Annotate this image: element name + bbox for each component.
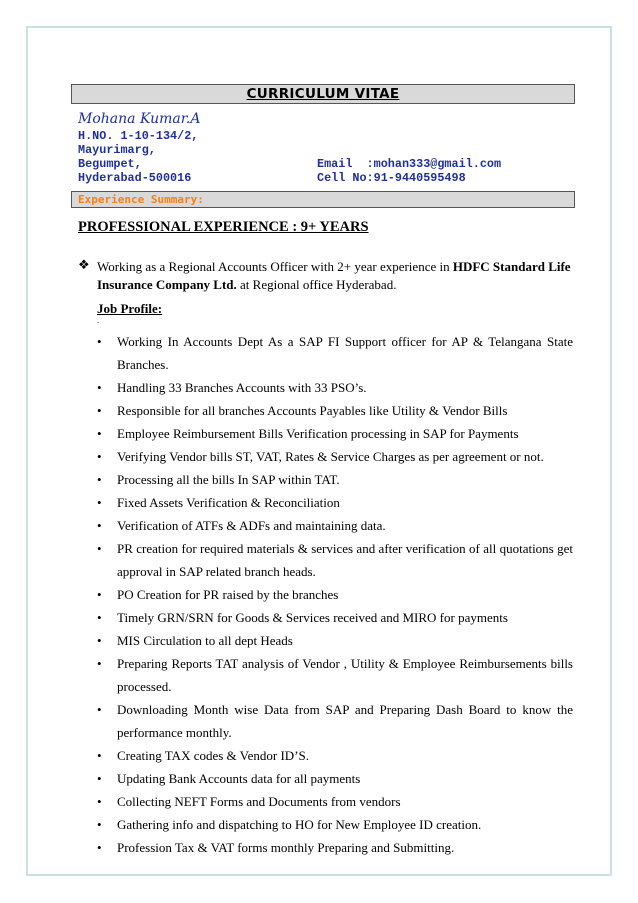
list-item: • Gathering info and dispatching to HO for New Employee ID creation. (97, 813, 573, 836)
job-profile-heading: Job Profile: (97, 301, 163, 316)
list-item: • Timely GRN/SRN for Goods & Services received and MIRO for payments (97, 606, 573, 629)
list-item: • Creating TAX codes & Vendor ID’S. (97, 744, 573, 767)
list-item: • Verification of ATFs & ADFs and maintaining data. (97, 514, 573, 537)
address-line: Begumpet, (78, 157, 142, 171)
experience-summary-heading: Experience Summary: (71, 191, 575, 208)
job-duties-list (97, 330, 573, 859)
intro-text-end: at Regional office Hyderabad. (236, 277, 397, 292)
list-item: • Handling 33 Branches Accounts with 33 PSO’s. (97, 376, 573, 399)
address-line: H.NO. 1-10-134/2, (78, 129, 199, 143)
candidate-name: Mohana Kumar.A (78, 111, 201, 127)
list-item: • Verifying Vendor bills ST, VAT, Rates & Service Charges as per agreement or not. (97, 445, 573, 468)
list-item: • Responsible for all branches Accounts Payables like Utility & Vendor Bills (97, 399, 573, 422)
list-item: • Employee Reimbursement Bills Verification processing in SAP for Payments (97, 422, 573, 445)
professional-experience-heading: PROFESSIONAL EXPERIENCE : 9+ YEARS (78, 219, 369, 235)
email-line: Email :mohan333@gmail.com (317, 157, 502, 171)
list-item: • Processing all the bills In SAP within TAT. (97, 468, 573, 491)
list-item: • PR creation for required materials & services and after verification of all quotations get approval in SAP related branch heads. (97, 537, 573, 583)
address-line: Mayurimarg, (78, 143, 156, 157)
address-line: Hyderabad-500016 (78, 171, 192, 185)
list-item: • Updating Bank Accounts data for all payments (97, 767, 573, 790)
intro-paragraph (97, 258, 575, 294)
list-item: • PO Creation for PR raised by the branches (97, 583, 573, 606)
intro-text: Working as a Regional Accounts Officer with 2+ year experience in (97, 259, 453, 274)
list-item: • Downloading Month wise Data from SAP and Preparing Dash Board to know the performance monthly. (97, 698, 573, 744)
phone-line: Cell No:91-9440595498 (317, 171, 466, 185)
diamond-bullet-icon: ❖ (78, 258, 90, 273)
list-item: • MIS Circulation to all dept Heads (97, 629, 573, 652)
list-item: • Fixed Assets Verification & Reconciliation (97, 491, 573, 514)
list-item: • Collecting NEFT Forms and Documents from vendors (97, 790, 573, 813)
company-name: HDFC Standard Life Insurance Company Ltd. (97, 259, 571, 292)
list-item: • Working In Accounts Dept As a SAP FI Support officer for AP & Telangana State Branches. (97, 330, 573, 376)
small-dot-icon: · (97, 319, 100, 327)
list-item: • Preparing Reports TAT analysis of Vendor , Utility & Employee Reimbursements bills processed. (97, 652, 573, 698)
list-item: • Profession Tax & VAT forms monthly Preparing and Submitting. (97, 836, 573, 859)
document-title: CURRICULUM VITAE (71, 84, 575, 104)
